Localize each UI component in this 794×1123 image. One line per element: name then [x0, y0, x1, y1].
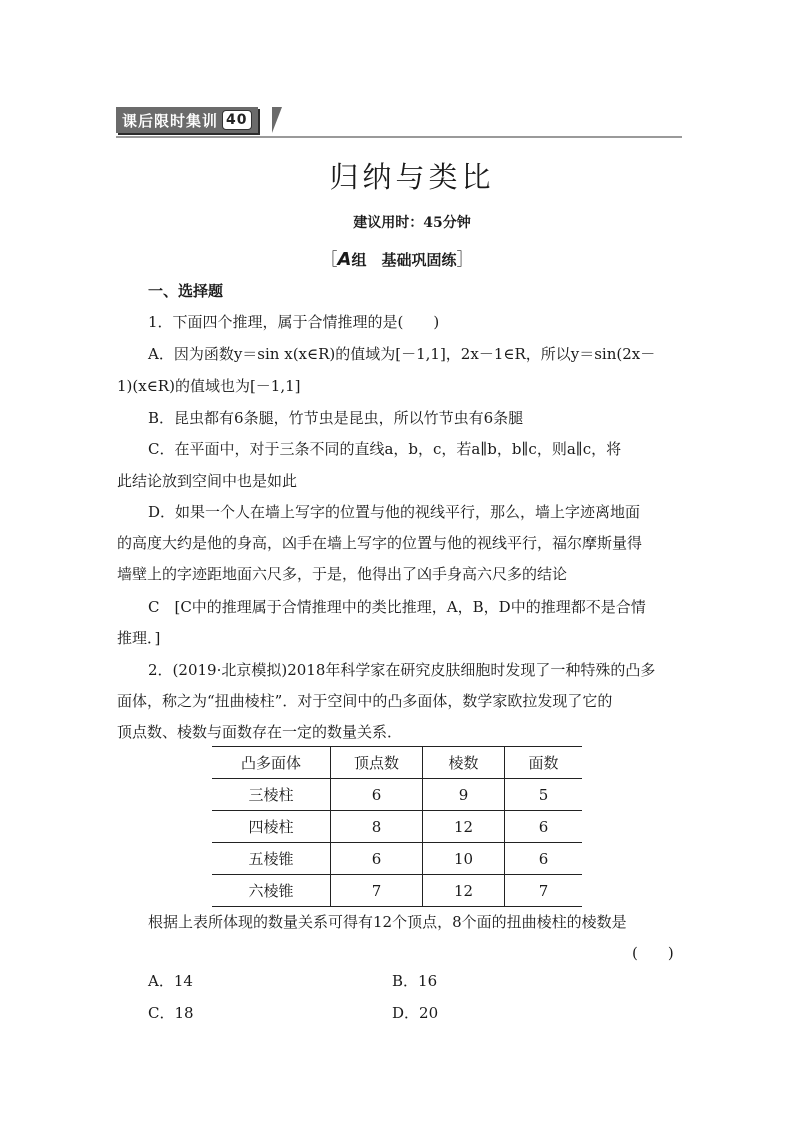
table-cell: 五棱锥: [212, 843, 331, 875]
table-cell: 9: [423, 779, 505, 811]
q1-answer-line2: 推理．]: [117, 629, 161, 647]
table-header-cell: 顶点数: [331, 747, 423, 779]
table-cell: 6: [505, 811, 583, 843]
q1-option-a-line2: 1)(x∈R)的值域也为[－1,1]: [117, 377, 301, 395]
q1-option-c-line2: 此结论放到空间中也是如此: [117, 472, 298, 490]
q1-stem: 1．下面四个推理，属于合情推理的是( ): [148, 313, 440, 331]
series-tag: [116, 107, 258, 133]
table-header-cell: 凸多面体: [212, 747, 331, 779]
q1-answer-line1: C [C中的推理属于合情推理中的类比推理，A，B，D中的推理都不是合情: [148, 598, 646, 616]
polyhedron-table: [212, 746, 582, 907]
q2-stem-line1: 2．(2019·北京模拟)2018年科学家在研究皮肤细胞时发现了一种特殊的凸多: [148, 661, 656, 679]
q1-option-b: B．昆虫都有6条腿，竹节虫是昆虫，所以竹节虫有6条腿: [148, 409, 524, 427]
table-cell: 8: [331, 811, 423, 843]
table-row: [212, 779, 582, 811]
table-cell: 四棱柱: [212, 811, 331, 843]
group-close-bracket: ］: [456, 250, 474, 270]
table-row: [212, 875, 582, 907]
table-row: [212, 843, 582, 875]
q2-answer-paren: ( ): [632, 944, 674, 962]
table-cell: 六棱锥: [212, 875, 331, 907]
q2-stem-line2: 面体，称之为“扭曲棱柱”．对于空间中的凸多面体，数学家欧拉发现了它的: [117, 692, 613, 710]
q2-question-line: 根据上表所体现的数量关系可得有12个顶点，8个面的扭曲棱柱的棱数是: [148, 913, 627, 931]
group-letter: A: [337, 249, 352, 270]
table-header-row: [212, 747, 582, 779]
section-label: 一、选择题: [148, 282, 224, 300]
q1-option-c-line1: C．在平面中，对于三条不同的直线a，b，c，若a∥b，b∥c，则a∥c，将: [148, 440, 622, 458]
q1-option-a-line1: A．因为函数y＝sin x(x∈R)的值域为[－1,1]，2x－1∈R，所以y＝sin(2x－: [148, 345, 656, 363]
table-row: [212, 811, 582, 843]
series-tag-tail: [272, 107, 282, 133]
group-open-bracket: ［: [320, 250, 338, 270]
table-cell: 三棱柱: [212, 779, 331, 811]
series-tag-label: 课后限时集训: [122, 111, 219, 130]
series-tag-number: 40: [222, 110, 251, 130]
table-cell: 6: [331, 843, 423, 875]
q2-option-c: C．18: [148, 1004, 194, 1022]
q1-option-d-line3: 墙壁上的字迹距地面六尺多，于是，他得出了凶手身高六尺多的结论: [117, 565, 568, 583]
q1-option-d-line2: 的高度大约是他的身高，凶手在墙上写字的位置与他的视线平行，福尔摩斯量得: [117, 534, 643, 552]
q2-option-d: D．20: [392, 1004, 439, 1022]
table-cell: 7: [505, 875, 583, 907]
group-heading: [0, 245, 794, 270]
table-header-cell: 棱数: [423, 747, 505, 779]
table-cell: 5: [505, 779, 583, 811]
table-header-cell: 面数: [505, 747, 583, 779]
table-cell: 12: [423, 875, 505, 907]
suggested-time: 建议用时：45分钟: [353, 215, 471, 231]
q1-option-d-line1: D．如果一个人在墙上写字的位置与他的视线平行，那么，墙上字迹离地面: [148, 503, 641, 521]
q2-option-a: A．14: [148, 972, 193, 990]
page-title: 归纳与类比: [329, 160, 495, 194]
table-cell: 12: [423, 811, 505, 843]
table-cell: 7: [331, 875, 423, 907]
table-cell: 6: [331, 779, 423, 811]
table-cell: 10: [423, 843, 505, 875]
q2-stem-line3: 顶点数、棱数与面数存在一定的数量关系．: [117, 723, 403, 741]
table-cell: 6: [505, 843, 583, 875]
q2-option-b: B．16: [392, 972, 438, 990]
group-name: 组 基础巩固练: [351, 251, 457, 269]
header-rule: [116, 136, 682, 138]
